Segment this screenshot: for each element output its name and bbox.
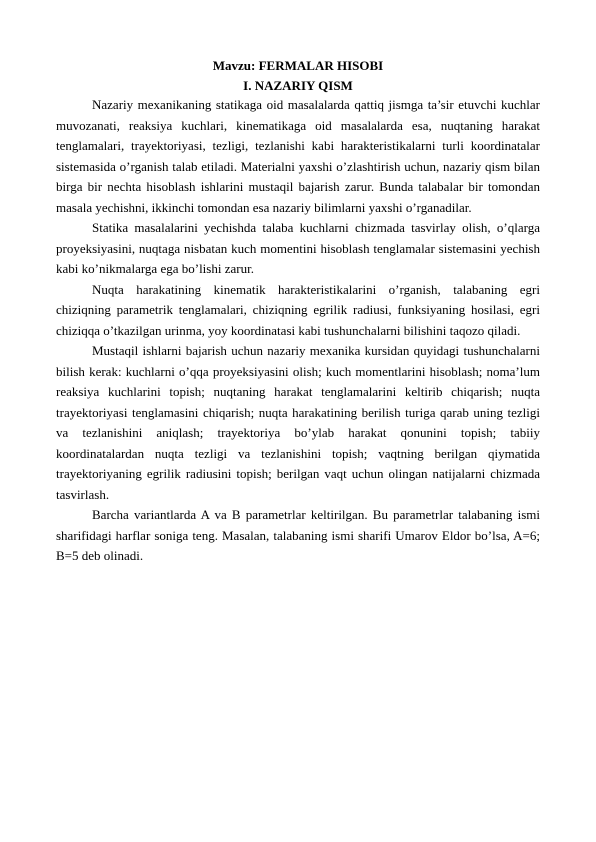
section-heading: I. NAZARIY QISM bbox=[243, 78, 353, 93]
paragraph-parameters: Barcha variantlarda A va B parametrlar keltirilgan. Bu parametrlar talabaning ismi sharifidagi harflar soniga teng. Masalan, talabaning ismi sharifi Umarov Eldor bo’lsa, A=6; B=5 deb olinadi. bbox=[56, 507, 540, 563]
paragraph-intro: Nazariy mexanikaning statikaga oid masalalarda qattiq jismga ta’sir etuvchi kuchlar muvozanati, reaksiya kuchlari, kinematikaga oid masalalarda esa, nuqtaning harakat tenglamalari, trayektoriyasi, tezligi, tezlanishi kabi harakteristikalarni turli koordinatalar sistemasida o’rganish talab etiladi. Materialni yaxshi o’zlashtirish uchun, nazariy qism bilan birga bir nechta hisoblash ishlarini mustaqil bajarish zarur. Bunda talabalar bir tomondan masala yechishni, ikkinchi tomondan esa nazariy bilimlarni yaxshi o’rganadilar. bbox=[56, 97, 540, 215]
paragraph-kinematics: Nuqta harakatining kinematik harakteristikalarini o’rganish, talabaning egri chiziqning parametrik tenglamalari, chiziqning egrilik radiusi, funksiyaning hosilasi, egri chiziqqa o’tkazilgan urinma, yoy koordinatasi kabi tushunchalarni bilishini taqozo qiladi. bbox=[56, 281, 540, 338]
document-title: Mavzu: FERMALAR HISOBI bbox=[212, 58, 384, 73]
document-page bbox=[56, 58, 540, 567]
paragraph-statics: Statika masalalarini yechishda talaba kuchlarni chizmada tasvirlay olish, o’qlarga proyeksiyasini, nuqtaga nisbatan kuch momentini hisoblash tenglamalar sistemasini yechish kabi ko’nikmalarga ega bo’lishi zarur. bbox=[56, 220, 540, 276]
paragraph-requirements: Mustaqil ishlarni bajarish uchun nazariy mexanika kursidan quyidagi tushunchalarni bilish kerak: kuchlarni o’qqa proyeksiyasini olish; kuch momentlarini hisoblash; noma’lum reaksiya kuchlarini topish; nuqtaning harakat tenglamalarini keltirib chiqarish; nuqta trayektoriyasi tenglamasini chiqarish; nuqta harakatining berilish turiga qarab uning tezligi va tezlanishini aniqlash; trayektoriya bo’ylab harakat qonunini topish; tabiiy koordinatalardan nuqta tezligi va tezlanishini topish; vaqtning berilgan qiymatida trayektoriyaning egrilik radiusini topish; berilgan vaqt uchun olingan natijalarni chizmada tasvirlash. bbox=[56, 343, 540, 502]
